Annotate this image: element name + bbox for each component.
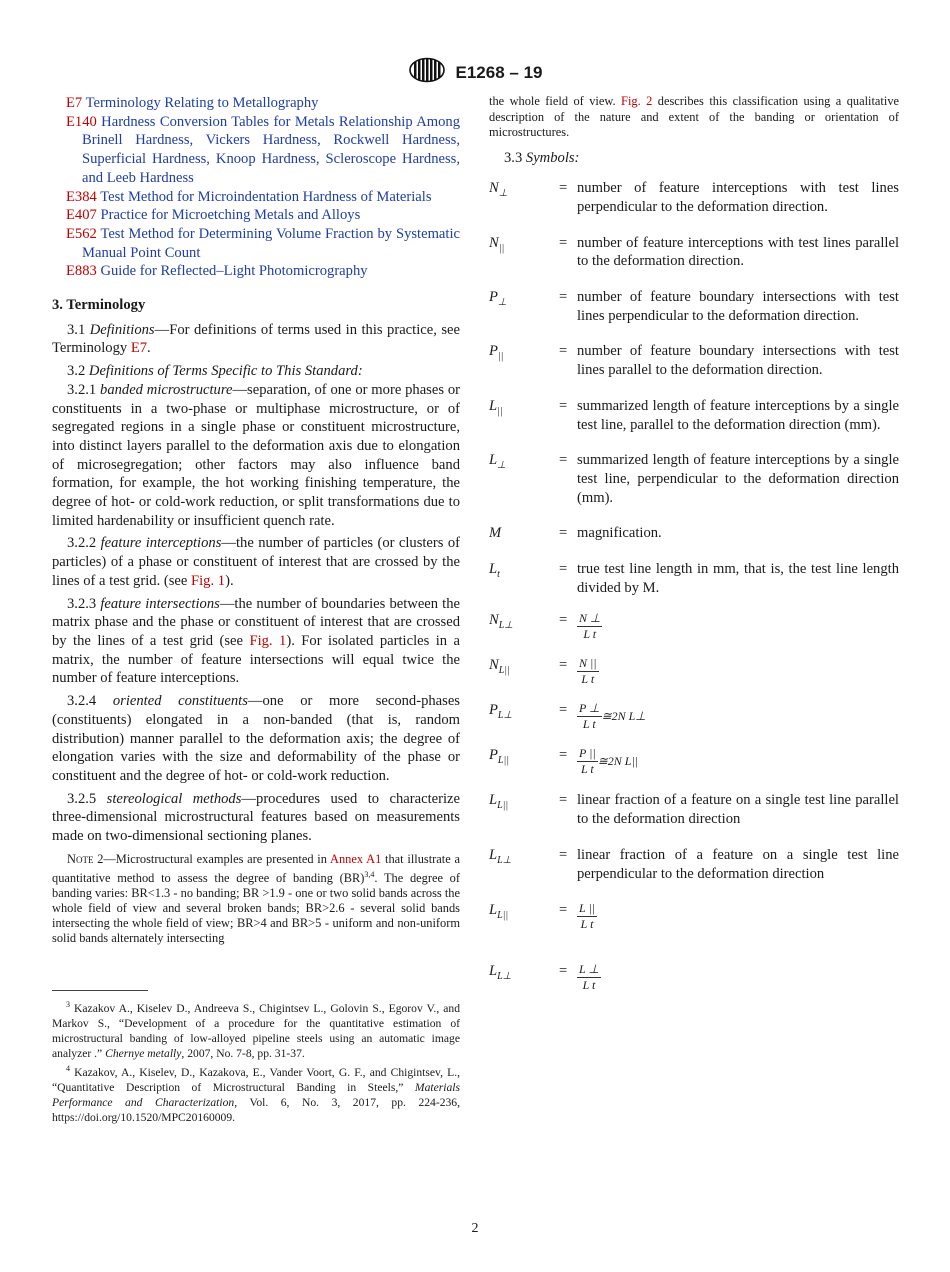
document-designation: E1268 – 19 — [455, 62, 543, 82]
footnote-4: $^4$ Kazakov, A., Kiselev, D., Kazakova, E., Vander Voort, G. F., and Chigintsev, L., “Quantitative Description of Microstructural Banding in Steels,” Materials Performance and Characterization, Vol. 6, No. 3, 2017, pp. 224-236, https://doi.org/10.1520/MPC20160009. — [52, 1063, 460, 1124]
section-heading: 3. Terminology — [52, 297, 146, 314]
fraction: $\frac{L ||}{\text{L t}}$ — [579, 901, 596, 932]
reference-item[interactable]: E883 Guide for Reflected–Light Photomicrography — [66, 263, 368, 280]
paragraph-3-2-1: 3.2.1 banded microstructure—separation, of one or more phases or constituents in a two-phase or multiphase microstructure, or of segregated regions in a single phase or constituent microstructure, into distinct layers parallel to the deformation axis due to elongation of microsegregation; other factors may also influence band formation, for example, the hot working finishing temperature, the degree of hot- or cold-work reduction, or split transformations due to limited hardenability or insufficient quench rate. — [52, 381, 460, 529]
fraction: $\frac{N \perp}{\text{L t}}$ — [579, 611, 601, 642]
reference-item[interactable]: E562 Test Method for Determining Volume Fraction by Systematic Manual Point Count — [66, 225, 460, 261]
symbol-row: $L_\perp$ = summarized length of feature interceptions by a single test line, perpendicular to the deformation direction (mm). — [489, 452, 899, 506]
formula-row: $L_{L\perp}$ = $\frac{L \perp}{\text{L t}}$ — [489, 962, 599, 993]
continued-note-text: the whole field of view. Fig. 2 describes this classification using a qualitative description of the nature and extent of the banding or orientation of microstructures. — [489, 94, 900, 139]
symbol-row: $L_{L\perp}$ = linear fraction of a feature on a single test line perpendicular to the deformation direction — [489, 846, 899, 882]
fraction: $\frac{P \perp}{\text{L t}}$ — [579, 701, 600, 732]
paragraph-3-2: 3.2 Definitions of Terms Specific to This Standard: — [67, 363, 363, 380]
paragraph-3-2-5: 3.2.5 stereological methods—procedures used to characterize three-dimensional microstructural features based on measurements made on two-dimensional sectioning planes. — [52, 790, 460, 845]
note-2: Note 2—Microstructural examples are presented in Annex A1 that illustrate a quantitative method to assess the degree of banding (BR)$^{3,4}$. The degree of banding varies: BR<1.3 - no banding; BR >1.9 - one or two solid bands across the whole field of view and several broken bands; BR>2.6 - several solid bands intersecting the whole field of view; BR>4 and BR>5 - uniform and non-uniform solid bands alternately intersecting — [52, 851, 460, 945]
symbol-row: $L_{L||}$ = linear fraction of a feature on a single test line parallel to the deformation direction — [489, 792, 899, 828]
paragraph-3-2-4: 3.2.4 oriented constituents—one or more second-phases (constituents) elongated in a non-banded (that is, random distribution) manner parallel to the deformation axis; the degree of elongation varies with the size and deformability of the phase or constituent and the degree of hot- or cold-work reduction. — [52, 693, 460, 784]
symbols-heading: 3.3 Symbols: — [504, 149, 580, 166]
symbol-row: $L_{||}$ = summarized length of feature interceptions by a single test line, parallel to the deformation direction (mm). — [489, 397, 899, 433]
symbol-row: $P_{||}$ = number of feature boundary intersections with test lines parallel to the deformation direction. — [489, 343, 899, 379]
link-annex-a1[interactable]: Annex A1 — [330, 851, 382, 866]
reference-item[interactable]: E140 Hardness Conversion Tables for Metals Relationship Among Brinell Hardness, Vickers Hardness, Rockwell Hardness, Superficial Hardness, Knoop Hardness, Scleroscope Hardness, and Leeb Hardness — [66, 113, 460, 186]
link-fig-1[interactable]: Fig. 1 — [249, 632, 287, 649]
symbol-row: $N_\perp$ = number of feature interceptions with test lines perpendicular to the deformation direction. — [489, 180, 899, 215]
fraction: $\frac{L \perp}{\text{L t}}$ — [579, 962, 599, 993]
fraction: $\frac{P ||}{\text{L t}}$ — [579, 746, 596, 777]
paragraph-3-2-3: 3.2.3 feature intersections—the number of boundaries between the matrix phase and the phase or constituent of interest that are crossed by the lines of a test grid (see Fig. 1). For isolated particles in a matrix, the number of feature intersections will equal twice the number of feature interceptions. — [52, 595, 461, 687]
footnote-3: $^3$ Kazakov A., Kiselev D., Andreeva S., Chigintsev L., Golovin S., Egorov V., and Markov S., “Development of a procedure for the quantitative estimation of microstructural banding of low-alloyed pipeline steels using an automatic image analyzer .” Chernye metally, 2007, No. 7-8, pp. 31-37. — [52, 999, 460, 1060]
symbol-row: $N_{||}$ = number of feature interceptions with test lines parallel to the deformation direction. — [489, 234, 899, 270]
symbol-row: $P_\perp$ = number of feature boundary intersections with test lines perpendicular to the deformation direction. — [489, 289, 899, 324]
right-column — [489, 94, 899, 993]
formula-row: $L_{L||}$ = $\frac{L ||}{\text{L t}}$ — [489, 901, 596, 932]
link-fig-2[interactable]: Fig. 2 — [621, 94, 653, 108]
paragraph-3-1: 3.1 Definitions—For definitions of terms used in this practice, see Terminology E7. — [52, 321, 460, 357]
paragraph-3-2-2: 3.2.2 feature interceptions—the number of particles (or clusters of particles) of a phase or constituent of interest that are crossed by the lines of a test grid. (see Fig. 1). — [52, 535, 460, 589]
footnote-divider — [52, 990, 148, 991]
reference-item[interactable]: E407 Practice for Microetching Metals and Alloys — [66, 207, 361, 224]
astm-logo-icon — [408, 57, 446, 88]
reference-item[interactable]: E384 Test Method for Microindentation Hardness of Materials — [66, 188, 432, 205]
reference-list — [52, 94, 460, 281]
fraction: $\frac{N ||}{\text{L t}}$ — [579, 656, 597, 687]
page-number: 2 — [471, 1221, 479, 1236]
link-fig-1[interactable]: Fig. 1 — [191, 572, 226, 589]
left-column — [52, 94, 460, 1125]
symbol-row: $L_t$ = true test line length in mm, that is, the test line length divided by M. — [489, 561, 899, 596]
formula-row: $N_{L||}$ = $\frac{N ||}{\text{L t}}$ — [489, 656, 597, 687]
formula-row: $P_{L||}$ = $\frac{P ||}{\text{L t}}$ ≅2N L|| — [489, 746, 639, 777]
symbol-row: M = magnification. — [489, 525, 662, 542]
formula-row: $N_{L\perp}$ = $\frac{N \perp}{\text{L t}}$ — [489, 611, 601, 642]
page-header — [0, 57, 950, 88]
formula-row: $P_{L\perp}$ = $\frac{P \perp}{\text{L t}}$ ≅2N L⊥ — [489, 701, 646, 732]
reference-item[interactable]: E7 Terminology Relating to Metallography — [66, 95, 319, 111]
link-e7[interactable]: E7 — [130, 340, 148, 357]
